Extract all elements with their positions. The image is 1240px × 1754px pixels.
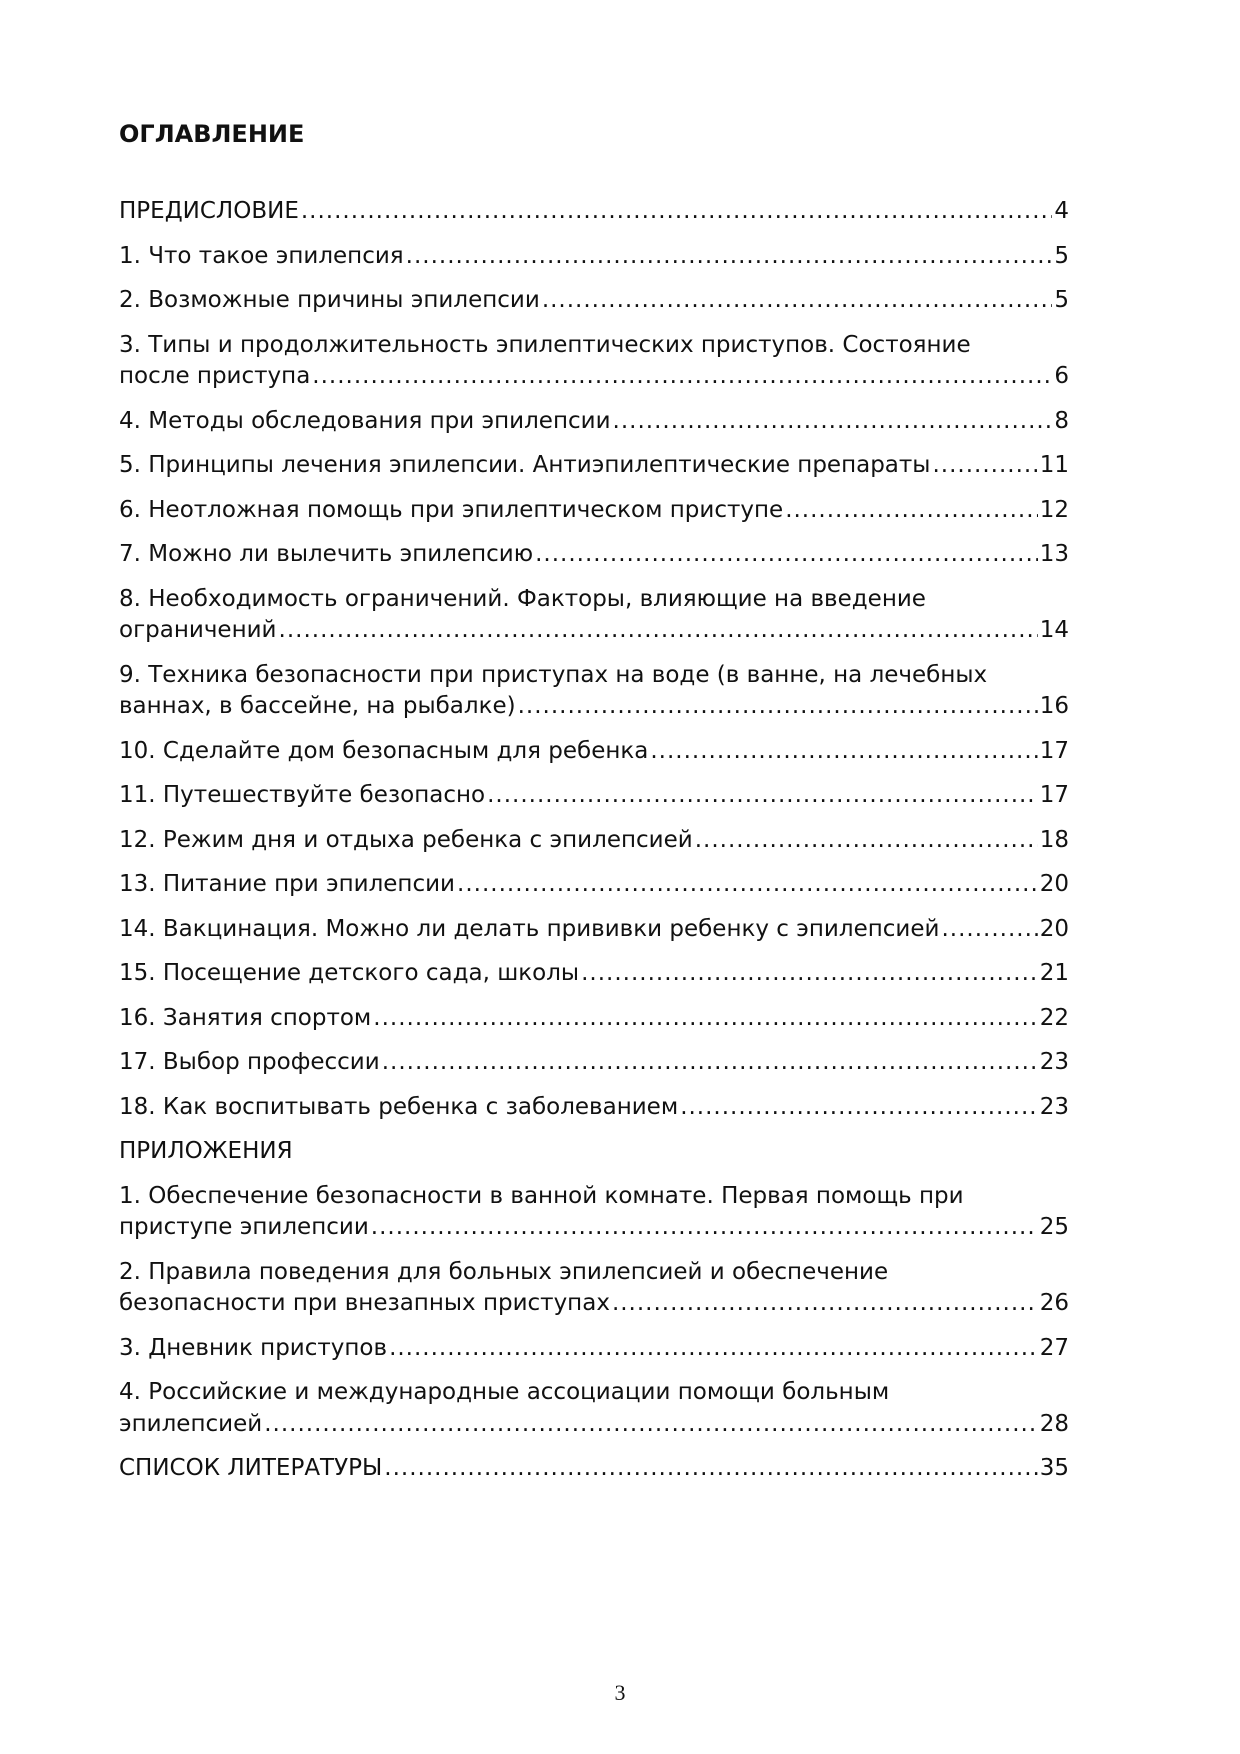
dot-leader <box>279 615 1038 647</box>
toc-entry <box>119 1181 1069 1244</box>
toc-entry-line <box>119 825 1069 857</box>
toc-entry-title: 3. Типы и продолжительность эпилептических приступов. Состояние <box>119 331 971 358</box>
dot-leader <box>382 1047 1038 1079</box>
toc-entry-line <box>119 691 1069 723</box>
toc-entry-title: ваннах, в бассейне, на рыбалке) <box>119 693 516 719</box>
toc-entry-line <box>119 330 1069 362</box>
toc-entry-line <box>119 285 1069 317</box>
toc-entry <box>119 660 1069 723</box>
toc-entry-page: 13 <box>1039 541 1069 567</box>
toc-entry <box>119 1333 1069 1365</box>
toc-entry-title: 8. Необходимость ограничений. Факторы, влияющие на введение <box>119 585 926 612</box>
toc-entry-page: 5 <box>1054 242 1069 269</box>
dot-leader <box>941 914 1037 946</box>
toc-entry-line <box>119 495 1069 527</box>
toc-entry-page: 6 <box>1054 363 1069 389</box>
toc-entry <box>119 869 1069 901</box>
toc-entry-line <box>119 406 1069 438</box>
dot-leader <box>535 539 1038 571</box>
toc-entry-title: 10. Сделайте дом безопасным для ребенка <box>119 737 649 764</box>
toc-entry-line <box>119 780 1069 812</box>
toc-entry <box>119 1453 1069 1485</box>
toc-entry-page: 21 <box>1039 960 1069 986</box>
toc-entry-page: 23 <box>1039 1093 1069 1120</box>
dot-leader <box>373 1003 1037 1035</box>
toc-entry <box>119 736 1069 768</box>
toc-entry-title: 14. Вакцинация. Можно ли делать прививки ребенку с эпилепсией <box>119 915 940 942</box>
page-number: 3 <box>614 1680 626 1705</box>
toc-entry-page: 12 <box>1039 496 1069 523</box>
dot-leader <box>932 450 1037 482</box>
toc-entry-title: 3. Дневник приступов <box>119 1334 388 1361</box>
toc-entry-line <box>119 1333 1069 1365</box>
toc-entry-line <box>119 1003 1069 1035</box>
toc-entry <box>119 450 1069 482</box>
toc-entry-line <box>119 539 1069 571</box>
toc-entry <box>119 914 1069 946</box>
toc-entry-title: 13. Питание при эпилепсии <box>119 871 456 897</box>
toc-entry-title: 2. Возможные причины эпилепсии <box>119 287 540 313</box>
toc-entry-line <box>119 1288 1069 1320</box>
toc-entry-page: 8 <box>1054 407 1069 434</box>
dot-leader <box>680 1092 1038 1124</box>
toc-entry-title: эпилепсией <box>119 1410 263 1437</box>
toc-entry-line <box>119 1181 1069 1213</box>
dot-leader <box>542 285 1053 317</box>
toc-entry-line <box>119 914 1069 946</box>
toc-entry-line <box>119 736 1069 768</box>
dot-leader <box>612 1288 1038 1320</box>
toc-entry-line <box>119 1453 1069 1485</box>
dot-leader <box>581 958 1038 990</box>
dot-leader <box>650 736 1037 768</box>
toc-entry-page: 25 <box>1039 1214 1069 1240</box>
dot-leader <box>457 869 1038 901</box>
dot-leader <box>384 1453 1037 1485</box>
toc-entry-title: 15. Посещение детского сада, школы <box>119 960 580 986</box>
toc-entry-title: 12. Режим дня и отдыха ребенка с эпилепсией <box>119 826 693 853</box>
toc-entry <box>119 196 1069 228</box>
toc-entry-line <box>119 958 1069 990</box>
toc-entry-line <box>119 1377 1069 1409</box>
toc-entry-title: ПРЕДИСЛОВИЕ <box>119 198 299 224</box>
toc-entry-title: ограничений <box>119 617 277 643</box>
toc-entry-line <box>119 1136 1069 1168</box>
toc-entry-title: 6. Неотложная помощь при эпилептическом приступе <box>119 496 784 523</box>
toc-entry-page: 22 <box>1039 1004 1069 1031</box>
dot-leader <box>301 196 1053 228</box>
toc-entry <box>119 1092 1069 1124</box>
toc-entry-line <box>119 615 1069 647</box>
toc-entry-title: 17. Выбор профессии <box>119 1049 380 1075</box>
toc-entry-title: безопасности при внезапных приступах <box>119 1290 610 1316</box>
toc-entry-title: 1. Что такое эпилепсия <box>119 242 404 269</box>
toc-entry <box>119 1257 1069 1320</box>
toc-entry-line <box>119 1212 1069 1244</box>
toc-entry-title: 11. Путешествуйте безопасно <box>119 782 486 808</box>
toc-entry-title: приступе эпилепсии <box>119 1214 369 1240</box>
dot-leader <box>406 241 1053 273</box>
dot-leader <box>312 361 1052 393</box>
dot-leader <box>389 1333 1038 1365</box>
toc-entry-title: СПИСОК ЛИТЕРАТУРЫ <box>119 1455 383 1481</box>
toc-entry <box>119 330 1069 393</box>
toc-entry-title: ПРИЛОЖЕНИЯ <box>119 1138 293 1164</box>
toc-entry <box>119 1003 1069 1035</box>
toc-entry-line <box>119 660 1069 692</box>
toc-entry <box>119 539 1069 571</box>
toc-entry <box>119 825 1069 857</box>
toc-entry-page: 5 <box>1054 287 1069 313</box>
toc-entry-title: 4. Российские и международные ассоциации помощи больным <box>119 1379 890 1405</box>
toc-entry-line <box>119 361 1069 393</box>
toc-entry <box>119 495 1069 527</box>
toc-entry <box>119 1047 1069 1079</box>
toc-entry-page: 14 <box>1039 617 1069 643</box>
toc-entry-line <box>119 241 1069 273</box>
toc-entry-page: 28 <box>1039 1410 1069 1437</box>
toc-entry-title: 9. Техника безопасности при приступах на воде (в ванне, на лечебных <box>119 661 988 688</box>
toc-entry-line <box>119 1409 1069 1441</box>
dot-leader <box>613 406 1053 438</box>
table-of-contents <box>119 196 1069 1498</box>
toc-entry-line <box>119 450 1069 482</box>
toc-entry-line <box>119 1257 1069 1289</box>
toc-entry <box>119 1377 1069 1440</box>
toc-entry-title: 18. Как воспитывать ребенка с заболеванием <box>119 1093 679 1120</box>
toc-entry-title: 2. Правила поведения для больных эпилепсией и обеспечение <box>119 1258 889 1285</box>
toc-entry-page: 18 <box>1039 826 1069 853</box>
toc-entry <box>119 584 1069 647</box>
toc-entry <box>119 958 1069 990</box>
toc-entry-title: 5. Принципы лечения эпилепсии. Антиэпилептические препараты <box>119 452 931 478</box>
dot-leader <box>518 691 1038 723</box>
toc-entry-title: 7. Можно ли вылечить эпилепсию <box>119 541 534 567</box>
dot-leader <box>487 780 1038 812</box>
toc-entry <box>119 241 1069 273</box>
dot-leader <box>785 495 1038 527</box>
toc-entry-title: после приступа <box>119 363 311 389</box>
toc-entry-title: 4. Методы обследования при эпилепсии <box>119 407 611 434</box>
toc-heading: ОГЛАВЛЕНИЕ <box>119 120 305 148</box>
toc-entry-title: 16. Занятия спортом <box>119 1004 372 1031</box>
toc-entry-page: 11 <box>1039 452 1069 478</box>
toc-entry-line <box>119 869 1069 901</box>
toc-entry-title: 1. Обеспечение безопасности в ванной комнате. Первая помощь при <box>119 1182 964 1209</box>
toc-entry-page: 35 <box>1039 1455 1069 1481</box>
toc-entry-line <box>119 1047 1069 1079</box>
toc-entry-page: 26 <box>1039 1290 1069 1316</box>
toc-section-heading <box>119 1136 1069 1168</box>
dot-leader <box>264 1409 1038 1441</box>
toc-entry-page: 23 <box>1039 1049 1069 1075</box>
toc-entry-page: 27 <box>1039 1334 1069 1361</box>
dot-leader <box>371 1212 1038 1244</box>
dot-leader <box>695 825 1038 857</box>
toc-entry-page: 4 <box>1054 198 1069 224</box>
toc-entry-line <box>119 196 1069 228</box>
toc-entry-page: 16 <box>1039 693 1069 719</box>
toc-entry-page: 17 <box>1039 737 1069 764</box>
toc-entry <box>119 285 1069 317</box>
toc-entry-page: 20 <box>1039 915 1069 942</box>
toc-entry-page: 20 <box>1039 871 1069 897</box>
toc-entry-line <box>119 1092 1069 1124</box>
toc-entry-line <box>119 584 1069 616</box>
toc-entry <box>119 780 1069 812</box>
toc-entry <box>119 406 1069 438</box>
toc-entry-page: 17 <box>1039 782 1069 808</box>
